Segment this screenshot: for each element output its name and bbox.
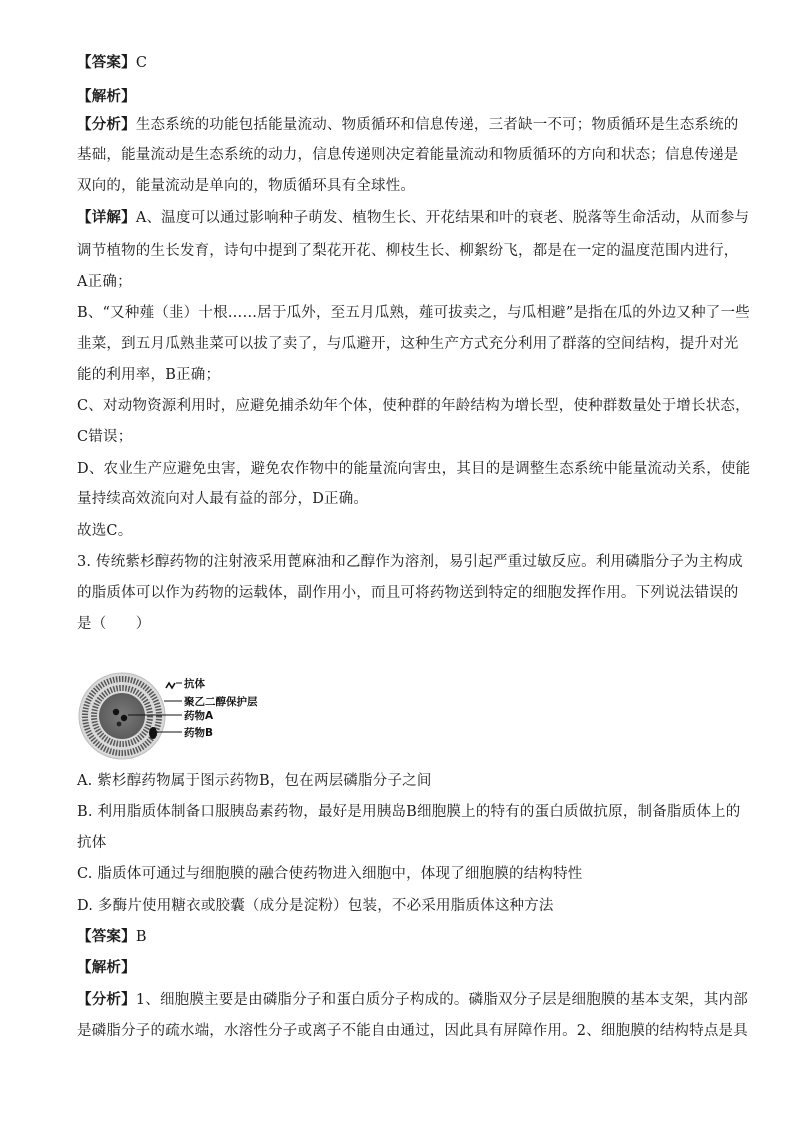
line-text: C. 脂质体可通过与细胞膜的融合使药物进入细胞中，体现了细胞膜的结构特性 (77, 866, 583, 882)
text-line (77, 87, 727, 107)
line-text: C (135, 55, 148, 71)
drug-b-blob (149, 727, 157, 739)
liposome-figure (78, 666, 278, 766)
label-antibody: 抗体 (184, 678, 205, 690)
text-line (77, 396, 750, 416)
text-line (77, 927, 727, 947)
line-text: 是磷脂分子的疏水端，水溶性分子或离子不能自由通过，因此具有屏障作用。2、细胞膜的结构特点是具 (77, 1023, 748, 1039)
line-text: 抗体 (77, 835, 107, 851)
text-line (77, 771, 727, 791)
text-line (77, 958, 727, 978)
liposome-diagram (78, 666, 278, 766)
text-line (77, 802, 741, 822)
section-label: 【解析】 (77, 959, 136, 976)
line-text: D. 多酶片使用糖衣或胶囊（成分是淀粉）包装，不必采用脂质体这种方法 (77, 898, 554, 914)
line-text: 双向的，能量流动是单向的，物质循环具有全球性。 (77, 178, 416, 194)
drug-a-dot (117, 722, 122, 727)
text-line (77, 489, 727, 509)
text-line (77, 614, 727, 634)
antibody-icon (166, 683, 175, 688)
label-drug-a: 药物A (184, 710, 214, 722)
section-label: 【分析】 (77, 116, 136, 133)
text-line (77, 53, 727, 73)
line-text: C、对动物资源利用时，应避免捕杀幼年个体，使种群的年龄结构为增长型，使种群数量处于增长状态， (77, 398, 750, 414)
line-text: A. 紫杉醇药物属于图示药物B，包在两层磷脂分子之间 (77, 773, 432, 789)
text-line (77, 864, 727, 884)
line-text: 能的利用率，B正确； (77, 367, 221, 383)
section-label: 【答案】 (77, 54, 136, 71)
text-line (77, 521, 727, 541)
text-line (77, 1021, 748, 1041)
text-line (77, 208, 750, 228)
text-line (77, 427, 727, 447)
line-text: 生态系统的功能包括能量流动、物质循环和信息传递，三者缺一不可；物质循环是生态系统的 (135, 117, 739, 133)
label-drug-b: 药物B (184, 727, 214, 739)
section-label: 【分析】 (77, 991, 136, 1008)
text-line (77, 115, 739, 135)
line-text: 基础，能量流动是生态系统的动力，信息传递则决定着能量流动和物质循环的方向和状态；信息传递是 (77, 147, 739, 163)
section-label: 【答案】 (77, 928, 136, 945)
line-text: A、温度可以通过影响种子萌发、植物生长、开花结果和叶的衰老、脱落等生命活动，从而参与 (135, 210, 750, 226)
line-text: 1、细胞膜主要是由磷脂分子和蛋白质分子构成的。磷脂双分子层是细胞膜的基本支架，其内部 (135, 992, 748, 1008)
line-text: 调节植物的生长发育，诗句中提到了梨花开花、柳枝生长、柳絮纷飞，都是在一定的温度范围内进行， (77, 243, 739, 259)
line-text: 3. 传统紫杉醇药物的注射液采用蓖麻油和乙醇作为溶剂，易引起严重过敏反应。利用磷脂分子为主构成 (77, 554, 743, 570)
line-text: 是（ ） (77, 616, 151, 632)
text-line (77, 176, 727, 196)
text-line (77, 145, 739, 165)
section-label: 【详解】 (77, 209, 136, 226)
line-text: C错误； (77, 429, 133, 445)
text-line (77, 272, 727, 292)
line-text: B (135, 929, 147, 945)
text-line (77, 833, 727, 853)
text-line (77, 459, 751, 479)
line-text: A正确； (77, 274, 132, 290)
text-line (77, 334, 739, 354)
text-line (77, 583, 739, 603)
line-text: 量持续高效流向对人最有益的部分，D正确。 (77, 491, 369, 507)
section-label: 【解析】 (77, 88, 136, 105)
label-peg-layer: 聚乙二醇保护层 (184, 696, 258, 708)
line-text: 的脂质体可以作为药物的运载体，副作用小，而且可将药物送到特定的细胞发挥作用。下列说法错误的 (77, 585, 739, 601)
line-text: B. 利用脂质体制备口服胰岛素药物，最好是用胰岛B细胞膜上的特有的蛋白质做抗原，制备脂质体上的 (77, 804, 741, 820)
line-text: D、农业生产应避免虫害，避免农作物中的能量流向害虫，其目的是调整生态系统中能量流动关系，使能 (77, 461, 751, 477)
text-line (77, 241, 739, 261)
text-line (77, 552, 743, 572)
text-line (77, 990, 748, 1010)
text-line (77, 365, 727, 385)
line-text: B、“又种薤（韭）十根……居于瓜外，至五月瓜熟，薤可拔卖之，与瓜相避”是指在瓜的外边又种了一些 (77, 305, 750, 321)
line-text: 韭菜，到五月瓜熟韭菜可以拔了卖了，与瓜避开，这种生产方式充分利用了群落的空间结构，提升对光 (77, 336, 739, 352)
drug-a-dot (113, 709, 119, 715)
text-line (77, 896, 727, 916)
line-text: 故选C。 (77, 523, 133, 539)
drug-a-dot (121, 715, 127, 721)
text-line (77, 303, 750, 323)
